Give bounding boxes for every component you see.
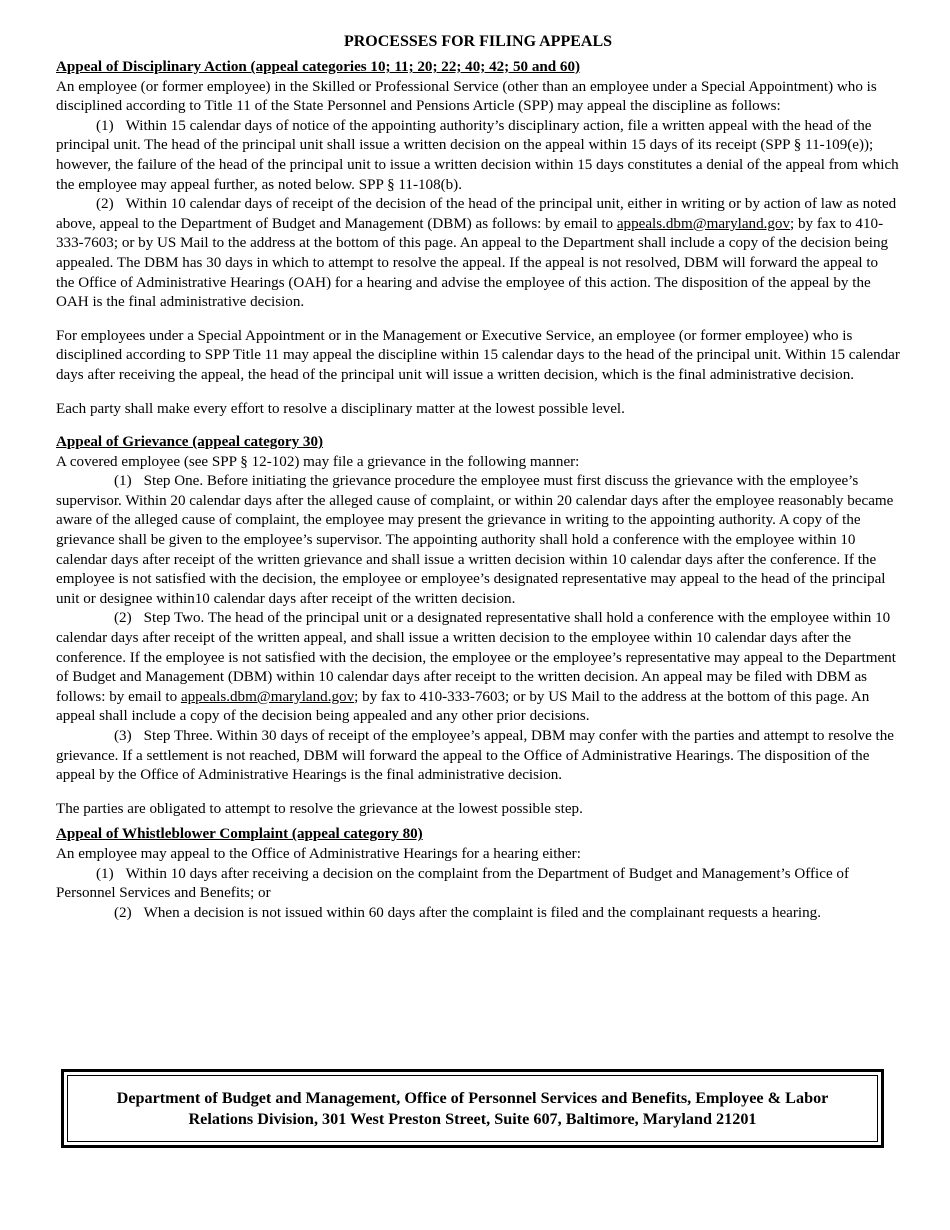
whistleblower-item-1 (56, 865, 900, 904)
disciplinary-item-2-text-a: Within 10 calendar days of receipt of the decision of the head of the principal unit, either in writing or by action of law as noted above, appeal to the Department of Budget and Management (DBM) as follows: by email to (56, 196, 897, 232)
grievance-email-link[interactable]: appeals.dbm@maryland.gov (180, 688, 355, 705)
address-box (61, 1069, 884, 1148)
grievance-step-1 (56, 472, 900, 609)
grievance-step-2-text-b: ; by fax to 410-333-7603; or by US Mail to the address at the bottom of this page. An appeal shall include a copy of the decision being appealed and any other prior decisions. (56, 688, 870, 725)
whistleblower-item-1-text: Within 10 days after receiving a decision on the complaint from the Department of Budget and Management’s Office of Personnel Services and Benefits; or (56, 865, 849, 902)
disciplinary-intro: An employee (or former employee) in the Skilled or Professional Service (other than an employee under a Special Appointment) who is disciplined according to Title 11 of the State Personnel and Pensions Article (SPP) may appeal the discipline as follows: (56, 78, 877, 115)
grievance-step-3 (56, 727, 900, 786)
grievance-step-2-number: (2) (114, 610, 132, 627)
grievance-intro: A covered employee (see SPP § 12-102) may file a grievance in the following manner: (56, 453, 580, 470)
address-text: Department of Budget and Management, Office of Personnel Services and Benefits, Employee & Labor Relations Division, 301 West Preston Street, Suite 607, Baltimore, Maryland 21201 (67, 1075, 878, 1142)
spacer (56, 386, 900, 400)
grievance-heading: Appeal of Grievance (appeal category 30) (56, 434, 324, 451)
whistleblower-item-2-number: (2) (114, 904, 132, 921)
grievance-step-2-text-a: Step Two. The head of the principal unit or a designated representative shall hold a conference with the employee within 10 calendar days after receipt of the written appeal, and shall issue a written decision to the employee within 10 calendar days after the conference. If the employee is not satisfied with the decision, the employee or the employee’s representative may appeal to the Department of Budget and Management (DBM) within 10 calendar days after receipt to the written decision. An appeal may be filed with DBM as follows: by email to (56, 610, 896, 705)
whistleblower-item-2-text: When a decision is not issued within 60 days after the complaint is filed and the complainant requests a hearing. (143, 904, 821, 921)
grievance-step-3-number: (3) (114, 728, 132, 744)
grievance-step-1-text: Step One. Before initiating the grievance procedure the employee must first discuss the grievance with the employee’s supervisor. Within 20 calendar days after the alleged cause of complaint, or within 20 calendar days after the employee reasonably became aware of the alleged cause of complaint, the employee may present the grievance in writing to the appointing authority. A copy of the grievance shall be given to the employee’s supervisor. The appointing authority shall hold a conference with the employee within 10 calendar days after receipt of the written grievance and shall issue a written decision within 10 calendar days after the conference. If the employee is not satisfied with the decision, the employee or employee’s designated representative may appeal to the head of the principal unit or designee within10 calendar days after receipt of the written decision. (56, 473, 894, 607)
disciplinary-item-1-number: (1) (96, 117, 114, 134)
document-page (56, 32, 900, 923)
spacer (56, 419, 900, 433)
grievance-obligated-paragraph: The parties are obligated to attempt to resolve the grievance at the lowest possible step. (56, 800, 583, 817)
disciplinary-item-2-text-b: ; by fax to 410-333-7603; or by US Mail to the address at the bottom of this page. An appeal to the Department shall include a copy of the decision being appealed. The DBM has 30 days in which to attempt to resolve the appeal. If the appeal is not resolved, DBM will forward the appeal to the Office of Administrative Hearings (OAH) for a hearing and advise the employee of this action. The disposition of the appeal by the OAH is the final administrative decision. (56, 215, 889, 311)
disciplinary-email-link[interactable]: appeals.dbm@maryland.gov (616, 215, 791, 232)
whistleblower-intro: An employee may appeal to the Office of Administrative Hearings for a hearing either: (56, 845, 581, 862)
grievance-step-1-number: (1) (114, 473, 132, 490)
disciplinary-heading: Appeal of Disciplinary Action (appeal categories 10; 11; 20; 22; 40; 42; 50 and 60) (56, 59, 581, 75)
disciplinary-item-1-text: Within 15 calendar days of notice of the appointing authority’s disciplinary action, file a written appeal with the head of the principal unit. The head of the principal unit shall issue a written decision on the appeal within 15 days of its receipt (SPP § 11-109(e)); however, the failure of the head of the principal unit to issue a written decision within 15 days constitutes a denial of the appeal from which the employee may appeal further, as noted below. SPP § 11-108(b). (56, 117, 899, 193)
whistleblower-item-1-number: (1) (96, 865, 114, 882)
special-appointment-paragraph: For employees under a Special Appointment or in the Management or Executive Service, an employee (or former employee) who is disciplined according to SPP Title 11 may appeal the discipline within 15 calendar days to the head of the principal unit. Within 15 calendar days after receiving the appeal, the head of the principal unit will issue a written decision, which is the final administrative decision. (56, 327, 900, 383)
disciplinary-item-2 (56, 195, 900, 313)
disciplinary-item-1 (56, 117, 900, 195)
effort-paragraph: Each party shall make every effort to resolve a disciplinary matter at the lowest possible level. (56, 400, 625, 417)
grievance-step-2 (56, 609, 900, 727)
disciplinary-item-2-number: (2) (96, 196, 114, 213)
whistleblower-item-2 (56, 904, 900, 924)
spacer (56, 786, 900, 800)
page-title: PROCESSES FOR FILING APPEALS (343, 33, 613, 50)
spacer (56, 313, 900, 327)
whistleblower-heading: Appeal of Whistleblower Complaint (appeal category 80) (56, 826, 423, 843)
grievance-step-3-text: Step Three. Within 30 days of receipt of the employee’s appeal, DBM may confer with the parties and attempt to resolve the grievance. If a settlement is not reached, DBM will forward the appeal to the Office of Administrative Hearings. The disposition of the appeal by the Office of Administrative Hearings is the final administrative decision. (56, 728, 894, 784)
